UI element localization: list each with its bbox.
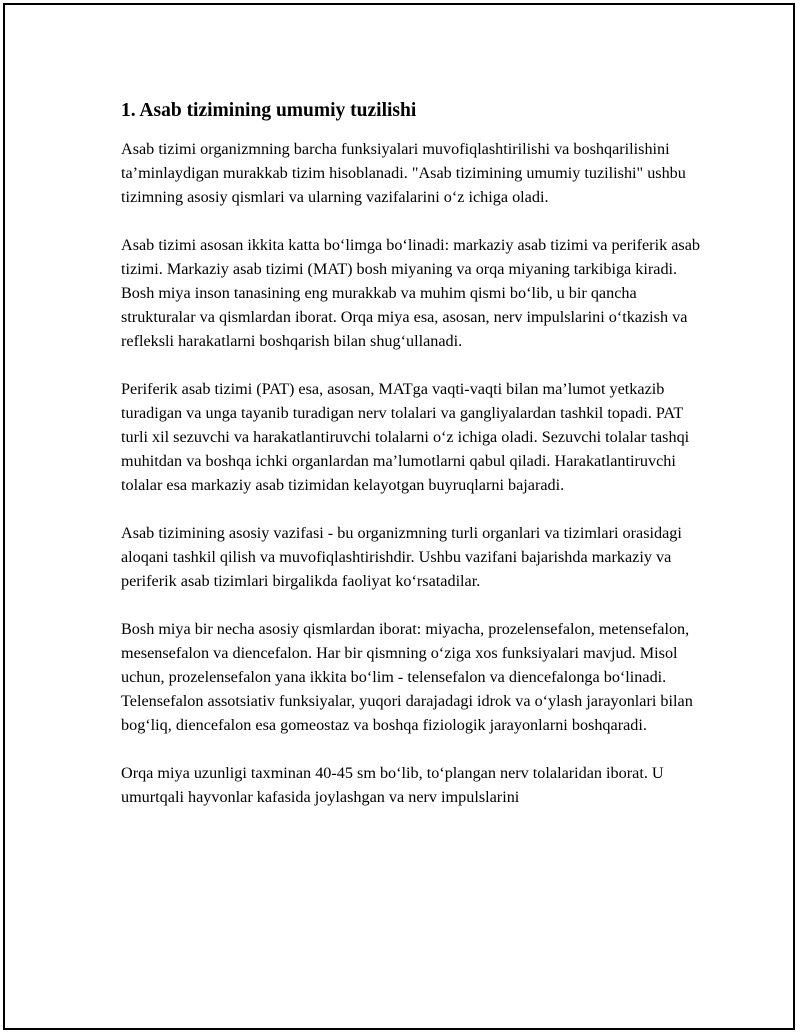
paragraph-3: Periferik asab tizimi (PAT) esa, asosan, MATga vaqti-vaqti bilan ma’lumot yetkazib turadigan va unga tayanib turadigan nerv tolalari va gangliyalardan tashkil topadi. PAT turli xil sezuvchi va harakatlantiruvchi tolalarni o‘z ichiga oladi. Sezuvchi tolalar tashqi muhitdan va boshqa ichki organlardan ma’lumotlarni qabul qiladi. Harakatlantiruvchi tolalar esa markaziy asab tizimidan kelayotgan buyruqlarni bajaradi. <box>121 380 690 494</box>
paragraph-2: Asab tizimi asosan ikkita katta bo‘limga bo‘linadi: markaziy asab tizimi va periferik asab tizimi. Markaziy asab tizimi (MAT) bosh miyaning va orqa miyaning tarkibiga kiradi. Bosh miya inson tanasining eng murakkab va muhim qismi bo‘lib, u bir qancha strukturalar va qismlardan iborat. Orqa miya esa, asosan, nerv impulslarini o‘tkazish va refleksli harakatlarni boshqarish bilan shug‘ullanadi. <box>121 236 700 350</box>
page-frame <box>3 3 795 1030</box>
paragraph-5: Bosh miya bir necha asosiy qismlardan iborat: miyacha, prozelensefalon, metensefalon, mesensefalon va diencefalon. Har bir qismning o‘ziga xos funksiyalari mavjud. Misol uchun, prozelensefalon yana ikkita bo‘lim - telensefalon va diencefalonga bo‘linadi. Telensefalon assotsiativ funksiyalar, yuqori darajadagi idrok va o‘ylash jarayonlari bilan bog‘liq, diencefalon esa gomeostaz va boshqa fiziologik jarayonlarni boshqaradi. <box>121 620 693 734</box>
paragraph-1: Asab tizimi organizmning barcha funksiyalari muvofiqlashtirilishi va boshqarilishini ta’minlaydigan murakkab tizim hisoblanadi. "Asab tizimining umumiy tuzilishi" ushbu tizimning asosiy qismlari va ularning vazifalarini o‘z ichiga oladi. <box>121 140 686 206</box>
paragraph-6: Orqa miya uzunligi taxminan 40-45 sm bo‘lib, to‘plangan nerv tolalaridan iborat. U umurtqali hayvonlar kafasida joylashgan va nerv impulslarini <box>121 764 664 806</box>
paragraph-4: Asab tizimining asosiy vazifasi - bu organizmning turli organlari va tizimlari orasidagi aloqani tashkil qilish va muvofiqlashtirishdir. Ushbu vazifani bajarishda markaziy va periferik asab tizimlari birgalikda faoliyat ko‘rsatadilar. <box>121 524 682 590</box>
section-heading: 1. Asab tizimining umumiy tuzilishi <box>121 100 417 121</box>
document-body <box>121 97 701 833</box>
